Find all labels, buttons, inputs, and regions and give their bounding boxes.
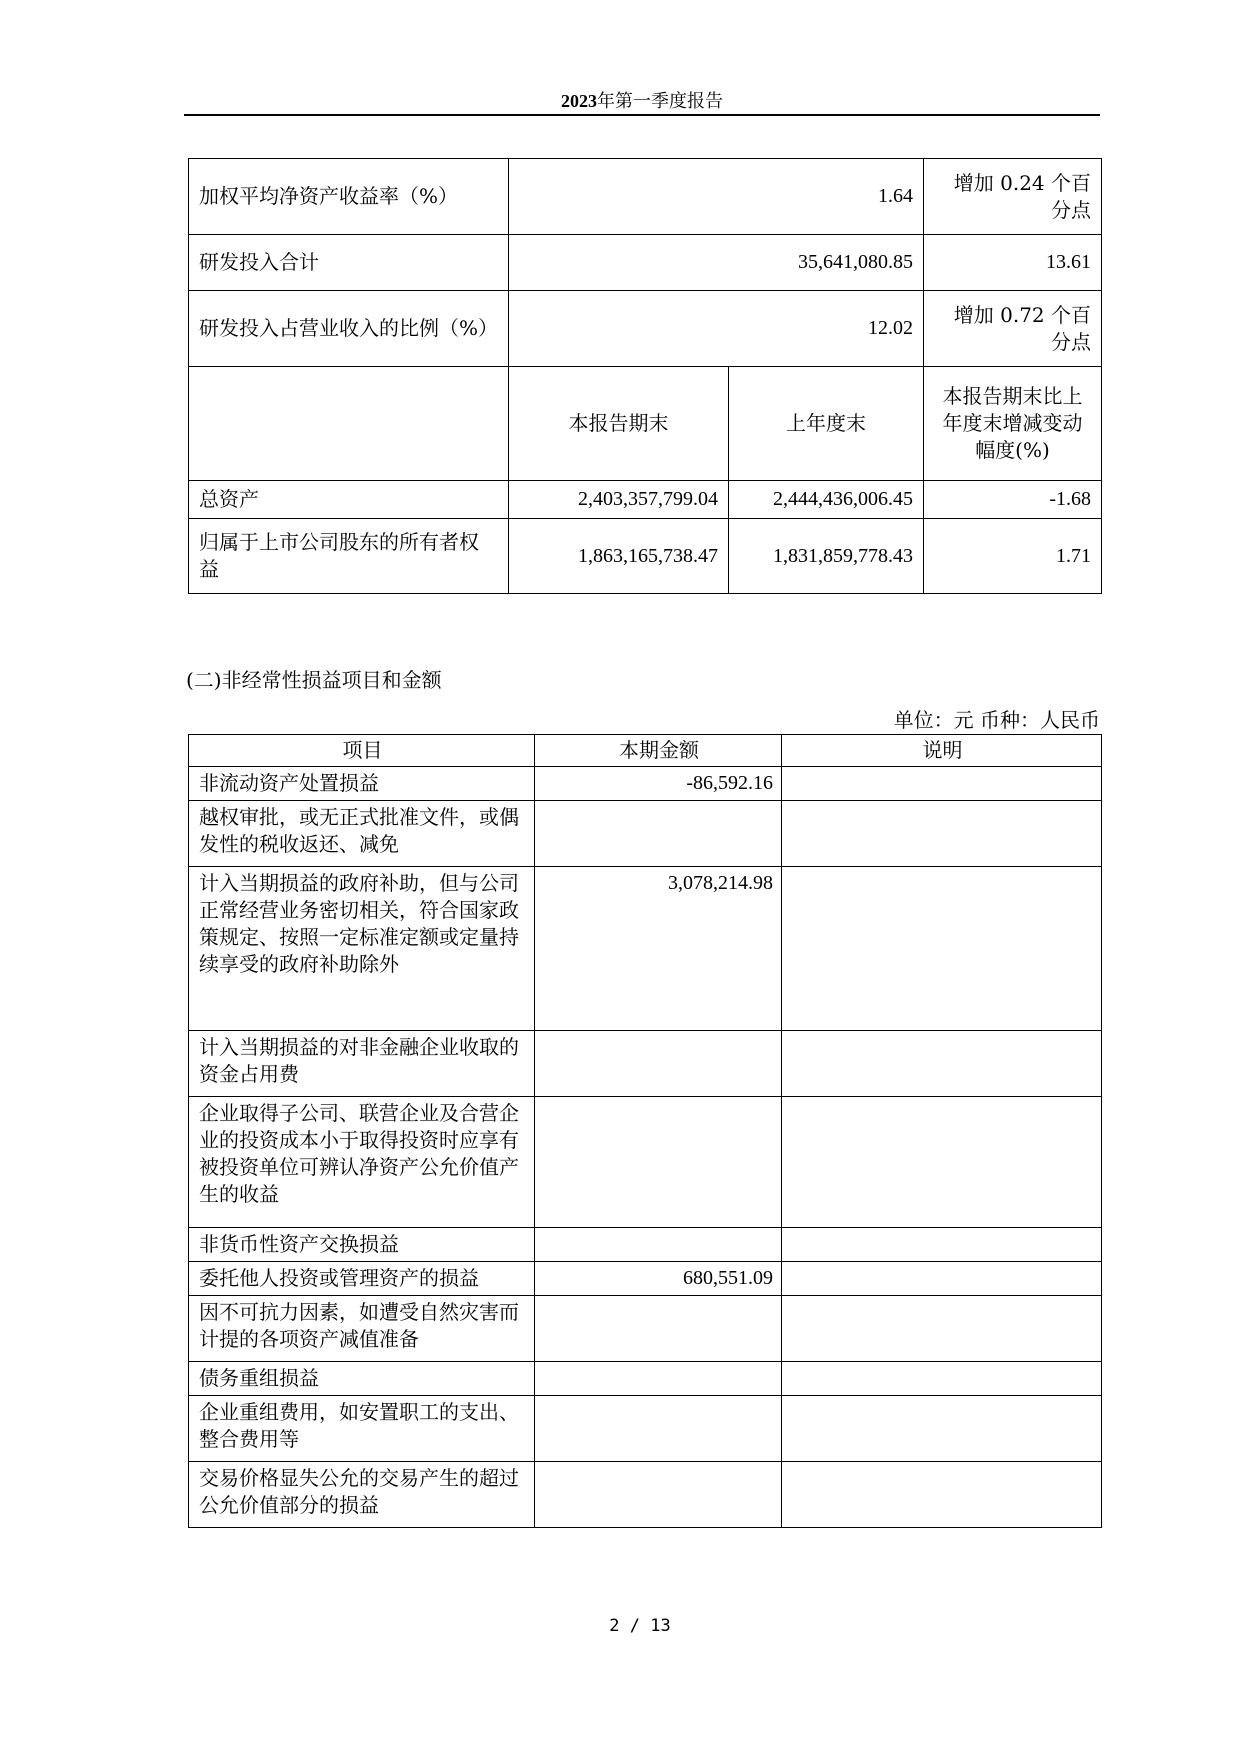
table-row xyxy=(189,519,1102,594)
row-value: 35,641,080.85 xyxy=(509,235,924,291)
amount-cell: -86,592.16 xyxy=(535,767,782,801)
item-cell: 计入当期损益的政府补助，但与公司正常经营业务密切相关，符合国家政策规定、按照一定标准定额或定量持续享受的政府补助除外 xyxy=(189,867,535,1031)
table-row xyxy=(189,1396,1102,1462)
item-cell: 越权审批，或无正式批准文件，或偶发性的税收返还、减免 xyxy=(189,801,535,867)
row-prior: 2,444,436,006.45 xyxy=(729,481,924,519)
row-prior: 1,831,859,778.43 xyxy=(729,519,924,594)
col-header-change: 本报告期末比上年度末增减变动幅度(%) xyxy=(924,367,1102,481)
amount-cell xyxy=(535,1296,782,1362)
row-current: 1,863,165,738.47 xyxy=(509,519,729,594)
section-title: (二)非经常性损益项目和金额 xyxy=(186,668,442,692)
report-year: 2023 xyxy=(561,91,597,111)
note-cell xyxy=(782,767,1102,801)
page-number: 2 / 13 xyxy=(609,1616,671,1636)
col-header-amount: 本期金额 xyxy=(535,735,782,767)
amount-cell xyxy=(535,1362,782,1396)
row-label: 研发投入合计 xyxy=(189,235,509,291)
amount-cell xyxy=(535,1097,782,1228)
row-label: 归属于上市公司股东的所有者权益 xyxy=(189,519,509,594)
item-cell: 计入当期损益的对非金融企业收取的资金占用费 xyxy=(189,1031,535,1097)
col-header-note: 说明 xyxy=(782,735,1102,767)
note-cell xyxy=(782,1362,1102,1396)
table-row xyxy=(189,1228,1102,1262)
table-header-row xyxy=(189,367,1102,481)
amount-cell: 3,078,214.98 xyxy=(535,867,782,1031)
unit-currency-label: 单位：元 币种：人民币 xyxy=(893,708,1100,732)
note-cell xyxy=(782,867,1102,1031)
note-cell xyxy=(782,1396,1102,1462)
empty-header-cell xyxy=(189,367,509,481)
col-header-prior: 上年度末 xyxy=(729,367,924,481)
col-header-current: 本报告期末 xyxy=(509,367,729,481)
table-row xyxy=(189,1296,1102,1362)
row-label: 加权平均净资产收益率（%） xyxy=(189,159,509,235)
item-cell: 非货币性资产交换损益 xyxy=(189,1228,535,1262)
row-change: 增加 0.72 个百分点 xyxy=(924,291,1102,367)
note-cell xyxy=(782,1097,1102,1228)
key-indicators-table xyxy=(188,158,1102,594)
amount-cell xyxy=(535,1396,782,1462)
amount-cell xyxy=(535,1031,782,1097)
page-header xyxy=(184,88,1100,116)
table-row xyxy=(189,867,1102,1031)
row-change: 13.61 xyxy=(924,235,1102,291)
row-label: 总资产 xyxy=(189,481,509,519)
non-recurring-items-table xyxy=(188,734,1102,1528)
item-cell: 企业重组费用，如安置职工的支出、整合费用等 xyxy=(189,1396,535,1462)
item-cell: 债务重组损益 xyxy=(189,1362,535,1396)
row-value: 1.64 xyxy=(509,159,924,235)
table-row xyxy=(189,801,1102,867)
table-header-row xyxy=(189,735,1102,767)
row-change: -1.68 xyxy=(924,481,1102,519)
table-row xyxy=(189,767,1102,801)
row-value: 12.02 xyxy=(509,291,924,367)
row-current: 2,403,357,799.04 xyxy=(509,481,729,519)
amount-cell: 680,551.09 xyxy=(535,1262,782,1296)
item-cell: 企业取得子公司、联营企业及合营企业的投资成本小于取得投资时应享有被投资单位可辨认净资产公允价值产生的收益 xyxy=(189,1097,535,1228)
note-cell xyxy=(782,1228,1102,1262)
table-row xyxy=(189,1262,1102,1296)
row-change: 1.71 xyxy=(924,519,1102,594)
table-row xyxy=(189,1031,1102,1097)
amount-cell xyxy=(535,801,782,867)
note-cell xyxy=(782,1296,1102,1362)
table-row xyxy=(189,481,1102,519)
table-row xyxy=(189,1462,1102,1528)
item-cell: 交易价格显失公允的交易产生的超过公允价值部分的损益 xyxy=(189,1462,535,1528)
table-row xyxy=(189,159,1102,235)
note-cell xyxy=(782,1031,1102,1097)
table-row xyxy=(189,235,1102,291)
item-cell: 非流动资产处置损益 xyxy=(189,767,535,801)
note-cell xyxy=(782,1462,1102,1528)
item-cell: 因不可抗力因素，如遭受自然灾害而计提的各项资产减值准备 xyxy=(189,1296,535,1362)
row-change: 增加 0.24 个百分点 xyxy=(924,159,1102,235)
amount-cell xyxy=(535,1462,782,1528)
table-row xyxy=(189,291,1102,367)
col-header-item: 项目 xyxy=(189,735,535,767)
note-cell xyxy=(782,801,1102,867)
table-row xyxy=(189,1097,1102,1228)
table-row xyxy=(189,1362,1102,1396)
note-cell xyxy=(782,1262,1102,1296)
item-cell: 委托他人投资或管理资产的损益 xyxy=(189,1262,535,1296)
row-label: 研发投入占营业收入的比例（%） xyxy=(189,291,509,367)
amount-cell xyxy=(535,1228,782,1262)
report-title: 年第一季度报告 xyxy=(597,91,723,112)
